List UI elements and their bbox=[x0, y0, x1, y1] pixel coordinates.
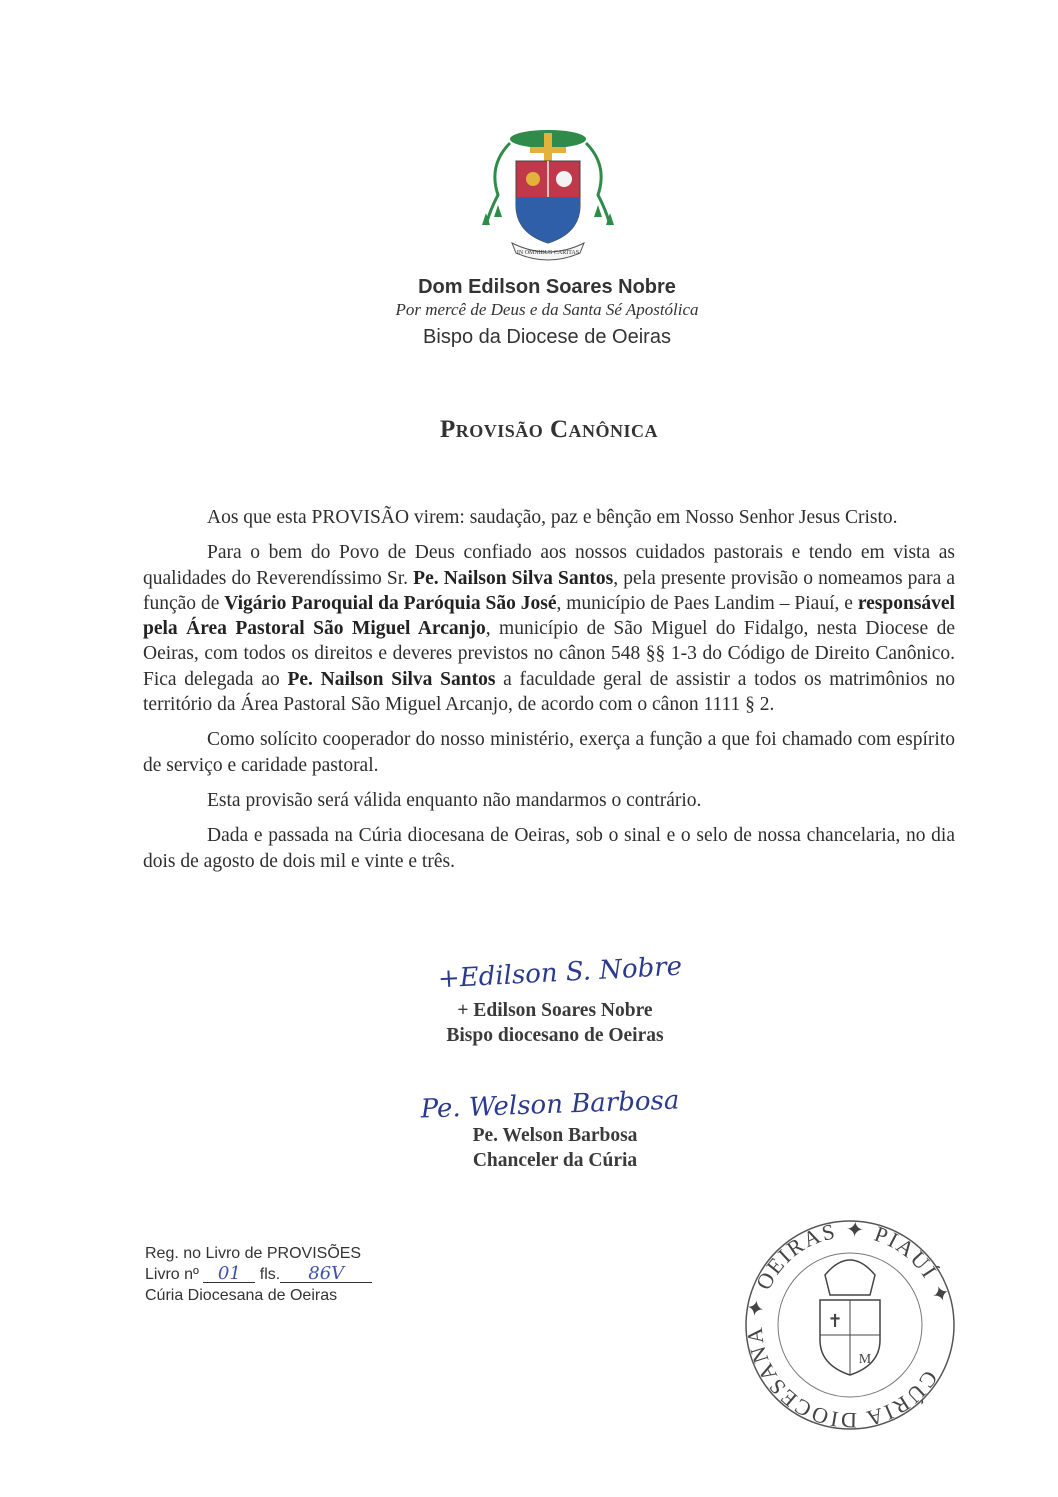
registry-book-line bbox=[145, 1264, 372, 1285]
curia-seal-stamp bbox=[740, 1215, 960, 1435]
text: Esta provisão será válida enquanto não mandarmos o contrário. bbox=[207, 789, 702, 811]
document-body bbox=[143, 505, 955, 874]
registry-line: Reg. no Livro de PROVISÕES bbox=[145, 1245, 362, 1262]
registry-curia: Cúria Diocesana de Oeiras bbox=[145, 1287, 338, 1304]
paragraph-validity bbox=[143, 788, 955, 813]
bishop-signature-name: + Edilson Soares Nobre bbox=[457, 1000, 653, 1021]
seal-text: CÚRIA DIOCESANA ✦ OEIRAS ✦ PIAUÍ ✦ bbox=[741, 1216, 956, 1434]
book-label: Livro nº bbox=[145, 1266, 199, 1283]
book-number: 01 bbox=[203, 1266, 255, 1283]
coat-of-arms-motto: IN OMNIBUS CARITAS bbox=[516, 250, 580, 256]
bishop-signature: +Edilson S. Nobre bbox=[437, 951, 683, 995]
text: , município de Paes Landim – Piauí, e bbox=[556, 592, 858, 614]
text: , pela presente provisão o nomeamos para a função de bbox=[143, 567, 956, 614]
chancellor-signature-name: Pe. Welson Barbosa bbox=[472, 1125, 638, 1146]
text: Como solícito cooperador do nosso ministério, exerça a função a que foi chamado com espírito de serviço e caridade pastoral. bbox=[143, 729, 955, 776]
svg-text:M: M bbox=[858, 1352, 872, 1367]
page-label: fls. bbox=[259, 1266, 281, 1283]
text: Aos que esta PROVISÃO virem: saudação, paz e bênção em Nosso Senhor Jesus Cristo. bbox=[207, 507, 898, 528]
paragraph-appointment bbox=[143, 540, 955, 717]
chancellor-signature-title: Chanceler da Cúria bbox=[472, 1150, 638, 1171]
page-number: 86V bbox=[280, 1266, 372, 1283]
paragraph-exhortation bbox=[143, 727, 955, 778]
coat-of-arms-logo bbox=[478, 125, 618, 270]
priest-name: Pe. Nailson Silva Santos bbox=[287, 668, 496, 690]
text: Dada e passada na Cúria diocesana de Oeiras, sob o sinal e o selo de nossa chancelaria, no dia dois de agosto de dois mil e vinte e três. bbox=[143, 825, 955, 872]
text: a faculdade geral de assistir a todos os matrimônios no território da Área Pastoral São Miguel Arcanjo, de acordo com o cânon 1111 § 2. bbox=[143, 668, 956, 716]
bishop-name-header: Dom Edilson Soares Nobre bbox=[418, 276, 676, 298]
bishop-signature-title: Bispo diocesano de Oeiras bbox=[446, 1025, 664, 1046]
svg-text:✝: ✝ bbox=[827, 1311, 843, 1331]
paragraph-dated bbox=[143, 823, 955, 874]
bishop-role: Bispo da Diocese de Oeiras bbox=[423, 326, 671, 348]
office-name: Vigário Paroquial da Paróquia São José bbox=[224, 592, 557, 614]
grace-line: Por mercê de Deus e da Santa Sé Apostólica bbox=[395, 300, 699, 319]
priest-name: Pe. Nailson Silva Santos bbox=[413, 567, 614, 589]
paragraph-greeting bbox=[143, 505, 955, 530]
text: Para o bem do Povo de Deus confiado aos nossos cuidados pastorais e tendo em vista as qualidades do Reverendíssimo Sr. bbox=[143, 542, 955, 589]
area-name: responsável pela Área Pastoral São Miguel Arcanjo bbox=[143, 592, 955, 640]
text: , município de São Miguel do Fidalgo, nesta Diocese de Oeiras, com todos os direitos e deveres previstos no cânon 548 §§ 1-3 do Código de Direito Canônico. Fica delegada ao bbox=[143, 618, 955, 690]
document-title: Provisão Canônica bbox=[439, 416, 659, 443]
registry-block bbox=[145, 1243, 372, 1306]
chancellor-signature: Pe. Welson Barbosa bbox=[420, 1085, 680, 1125]
